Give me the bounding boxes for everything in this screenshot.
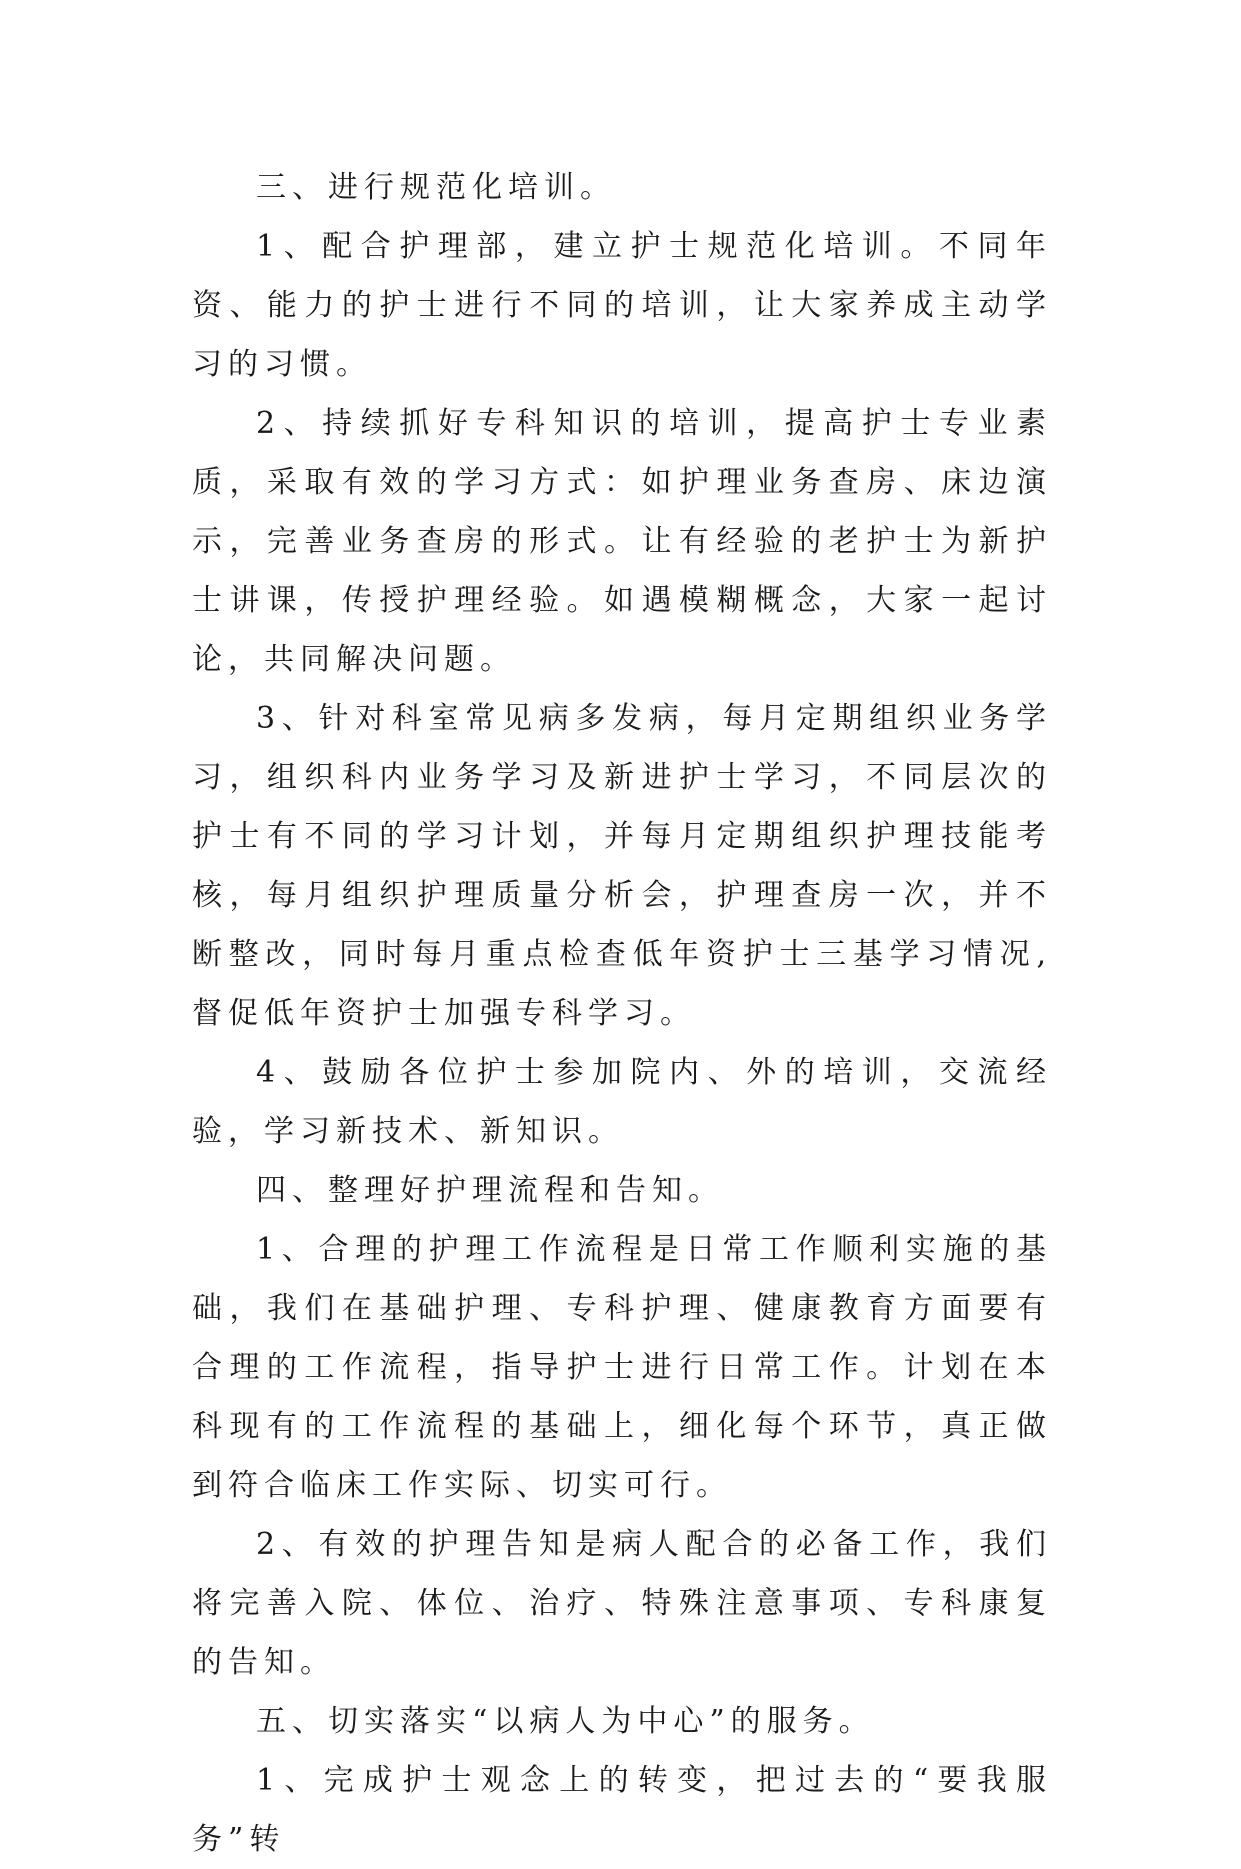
- section-heading-3: 三、进行规范化培训。: [256, 170, 616, 205]
- paragraph-3-2: 2、持续抓好专科知识的培训，提高护士专业素质，采取有效的学习方式：如护理业务查房、床边演示，完善业务查房的形式。让有经验的老护士为新护士讲课，传授护理经验。如遇模糊概念，大家一起讨论，共同解决问题。: [192, 406, 1052, 677]
- section-heading-5: 五、切实落实“以病人为中心”的服务。: [256, 1704, 875, 1739]
- paragraph-3-3: 3、针对科室常见病多发病，每月定期组织业务学习，组织科内业务学习及新进护士学习，不同层次的护士有不同的学习计划，并每月定期组织护理技能考核，每月组织护理质量分析会，护理查房一次，并不断整改，同时每月重点检查低年资护士三基学习情况,督促低年资护士加强专科学习。: [192, 701, 1052, 1031]
- paragraph-3-4: 4、鼓励各位护士参加院内、外的培训，交流经验，学习新技术、新知识。: [192, 1055, 1052, 1149]
- paragraph-3-1: 1、配合护理部，建立护士规范化培训。不同年资、能力的护士进行不同的培训，让大家养成主动学习的习惯。: [192, 229, 1052, 382]
- paragraph-4-1: 1、合理的护理工作流程是日常工作顺利实施的基础，我们在基础护理、专科护理、健康教育方面要有合理的工作流程，指导护士进行日常工作。计划在本科现有的工作流程的基础上，细化每个环节，真正做到符合临床工作实际、切实可行。: [192, 1232, 1052, 1503]
- paragraph-5-1: 1、完成护士观念上的转变，把过去的“要我服务”转: [192, 1763, 1052, 1857]
- section-heading-4: 四、整理好护理流程和告知。: [256, 1173, 724, 1208]
- paragraph-4-2: 2、有效的护理告知是病人配合的必备工作，我们将完善入院、体位、治疗、特殊注意事项、专科康复的告知。: [192, 1527, 1052, 1680]
- document-body: [192, 158, 1052, 1869]
